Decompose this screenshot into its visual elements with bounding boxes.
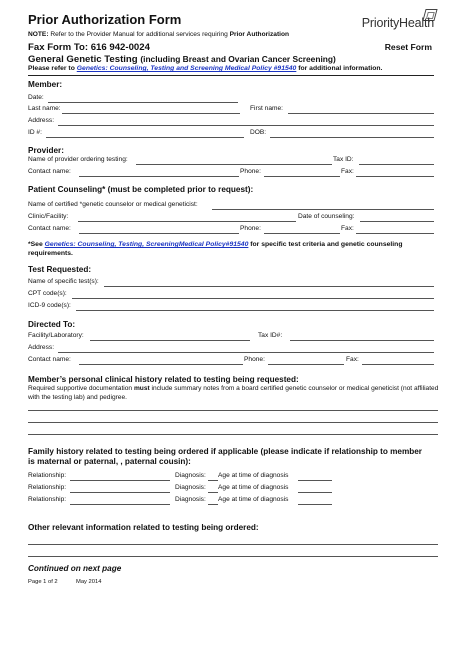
counseling-fax-label: Fax:	[341, 225, 354, 232]
counselor-name-label: Name of certified *genetic counselor or medical geneticist:	[28, 201, 198, 208]
provider-name-label: Name of provider ordering testing:	[28, 156, 128, 163]
policy-reference	[28, 65, 382, 72]
directed-fax-field[interactable]	[362, 364, 434, 365]
provider-phone-field[interactable]	[264, 176, 340, 177]
subtitle-main: General Genetic Testing	[28, 54, 141, 65]
relationship-label: Relationship:	[28, 472, 67, 479]
history-note	[28, 385, 442, 402]
cpt-label: CPT code(s):	[28, 290, 67, 297]
diagnosis-label: Diagnosis:	[175, 496, 206, 503]
other-line-2[interactable]	[28, 556, 438, 557]
counseling-phone-field[interactable]	[264, 233, 340, 234]
note-text: Refer to the Provider Manual for additional services requiring	[48, 31, 230, 38]
id-field[interactable]	[46, 137, 244, 138]
form-subtitle	[28, 54, 336, 65]
date-counseling-field[interactable]	[360, 221, 434, 222]
provider-fax-field[interactable]	[356, 176, 434, 177]
date-counseling-label: Date of counseling:	[298, 213, 355, 220]
family-heading-2: is maternal or paternal, , paternal cousin):	[28, 457, 191, 466]
other-heading: Other relevant information related to testing being ordered:	[28, 523, 259, 532]
history-note-must: must	[133, 385, 150, 392]
reset-form-button[interactable]: Reset Form	[384, 42, 432, 52]
history-line-3[interactable]	[28, 434, 438, 435]
provider-contact-field[interactable]	[79, 176, 239, 177]
refer-suffix: for additional information.	[296, 65, 383, 72]
icd-field[interactable]	[76, 310, 434, 311]
revision-date: May 2014	[76, 579, 102, 585]
counseling-contact-label: Contact name:	[28, 225, 71, 232]
see-suffix: for specific test criteria and genetic counseling requirements.	[28, 241, 403, 257]
age-field-1[interactable]	[298, 480, 332, 481]
subtitle-paren: (including Breast and Ovarian Cancer Screening)	[140, 54, 336, 64]
history-line-2[interactable]	[28, 422, 438, 423]
age-field-3[interactable]	[298, 504, 332, 505]
relationship-label: Relationship:	[28, 484, 67, 491]
directed-tax-id-field[interactable]	[290, 340, 434, 341]
counseling-phone-label: Phone:	[240, 225, 261, 232]
priority-health-logo: PriorityHealth	[361, 16, 434, 30]
directed-address-label: Address:	[28, 344, 55, 351]
note-prefix: NOTE:	[28, 31, 49, 38]
page-number: Page 1 of 2	[28, 579, 58, 585]
provider-name-field[interactable]	[136, 164, 332, 165]
date-label: Date:	[28, 94, 44, 101]
form-title: Prior Authorization Form	[28, 12, 182, 27]
dob-label: DOB:	[250, 129, 267, 136]
refer-prefix: Please refer to	[28, 65, 77, 72]
fax-number: Fax Form To: 616 942-0024	[28, 42, 150, 53]
directed-contact-field[interactable]	[79, 364, 243, 365]
facility-field[interactable]	[90, 340, 250, 341]
last-name-field[interactable]	[62, 113, 240, 114]
directed-tax-id-label: Tax ID#:	[258, 332, 283, 339]
relationship-field-3[interactable]	[70, 504, 170, 505]
header-divider	[28, 75, 434, 76]
directed-contact-label: Contact name:	[28, 356, 71, 363]
last-name-label: Last name:	[28, 105, 61, 112]
policy-link[interactable]: Genetics: Counseling, Testing and Screening Medical Policy #91540	[76, 65, 297, 72]
counseling-heading: Patient Counseling* (must be completed prior to request):	[28, 185, 254, 194]
facility-label: Facility/Laboratory:	[28, 332, 84, 339]
provider-tax-id-field[interactable]	[359, 164, 434, 165]
history-heading: Member’s personal clinical history related to testing being requested:	[28, 375, 299, 384]
provider-fax-label: Fax:	[341, 168, 354, 175]
first-name-field[interactable]	[288, 113, 434, 114]
relationship-label: Relationship:	[28, 496, 67, 503]
see-prefix: *See	[28, 241, 45, 248]
counselor-name-field[interactable]	[212, 209, 434, 210]
provider-contact-label: Contact name:	[28, 168, 71, 175]
age-label: Age at time of diagnosis	[218, 472, 289, 479]
provider-phone-label: Phone:	[240, 168, 261, 175]
clinic-field[interactable]	[78, 221, 296, 222]
test-heading: Test Requested:	[28, 265, 92, 274]
member-heading: Member:	[28, 80, 63, 89]
id-label: ID #:	[28, 129, 42, 136]
diagnosis-field-3[interactable]	[208, 504, 218, 505]
age-field-2[interactable]	[298, 492, 332, 493]
relationship-field-1[interactable]	[70, 480, 170, 481]
history-note-a: Required supportive documentation	[28, 385, 134, 392]
directed-phone-label: Phone:	[244, 356, 265, 363]
address-label: Address:	[28, 117, 55, 124]
test-names-field[interactable]	[104, 286, 434, 287]
counseling-contact-field[interactable]	[79, 233, 239, 234]
diagnosis-field-2[interactable]	[208, 492, 218, 493]
history-line-1[interactable]	[28, 410, 438, 411]
relationship-field-2[interactable]	[70, 492, 170, 493]
age-label: Age at time of diagnosis	[218, 484, 289, 491]
age-label: Age at time of diagnosis	[218, 496, 289, 503]
family-heading-1: Family history related to testing being ordered if applicable (please indicate if relationship to member	[28, 447, 422, 456]
continued-note: Continued on next page	[28, 564, 122, 573]
counseling-fax-field[interactable]	[356, 233, 434, 234]
diagnosis-field-1[interactable]	[208, 480, 218, 481]
note-line	[28, 31, 289, 38]
counseling-policy-link[interactable]: Genetics: Counseling, Testing, ScreeningMedical Policy#91540	[44, 241, 249, 248]
first-name-label: First name:	[250, 105, 283, 112]
diagnosis-label: Diagnosis:	[175, 472, 206, 479]
dob-field[interactable]	[270, 137, 434, 138]
directed-fax-label: Fax:	[346, 356, 359, 363]
cpt-field[interactable]	[72, 298, 434, 299]
provider-tax-id-label: Tax ID:	[333, 156, 354, 163]
date-field[interactable]	[48, 102, 238, 103]
directed-address-field[interactable]	[58, 352, 434, 353]
note-bold: Prior Authorization	[229, 31, 290, 38]
test-names-label: Name of specific test(s):	[28, 278, 99, 285]
policy-see-note	[28, 240, 438, 258]
icd-label: ICD-9 code(s):	[28, 302, 71, 309]
diagnosis-label: Diagnosis:	[175, 484, 206, 491]
directed-heading: Directed To:	[28, 320, 76, 329]
other-line-1[interactable]	[28, 544, 438, 545]
address-field[interactable]	[58, 125, 434, 126]
clinic-label: Clinic/Facility:	[28, 213, 69, 220]
history-note-b: include summary notes from a board certified genetic counselor or medical geneticist (not affiliated with the testing lab) and pedigree.	[28, 385, 439, 401]
provider-heading: Provider:	[28, 146, 64, 155]
directed-phone-field[interactable]	[268, 364, 344, 365]
